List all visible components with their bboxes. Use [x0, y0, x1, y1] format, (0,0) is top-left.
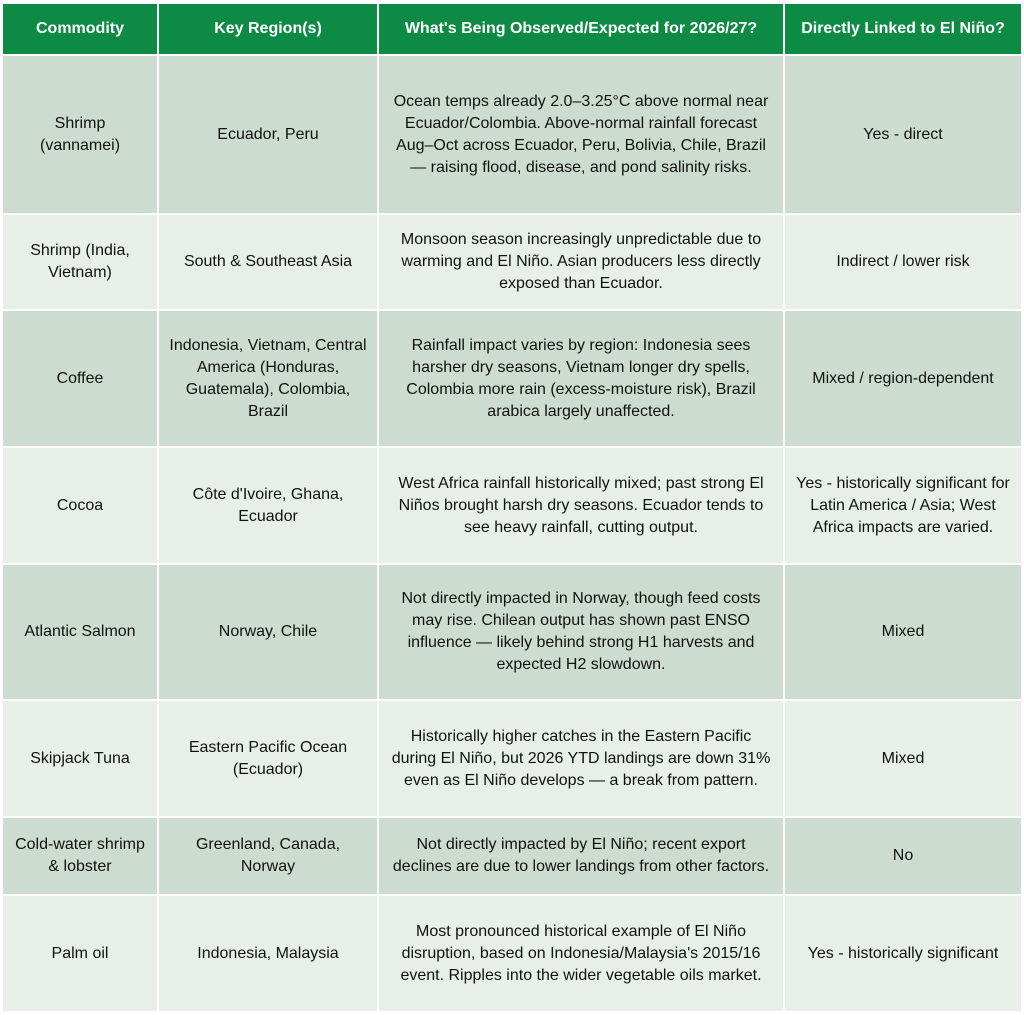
cell-linked: Yes - historically significant for Latin America / Asia; West Africa impacts are varied.: [785, 448, 1021, 563]
cell-linked: Mixed / region-dependent: [785, 311, 1021, 446]
cell-linked: No: [785, 818, 1021, 894]
cell-observed: Ocean temps already 2.0–3.25°C above normal near Ecuador/Colombia. Above-normal rainfall forecast Aug–Oct across Ecuador, Peru, Bolivia, Chile, Brazil — raising flood, disease, and pond salinity risks.: [379, 56, 783, 213]
cell-linked: Mixed: [785, 701, 1021, 816]
cell-commodity: Coffee: [3, 311, 157, 446]
cell-linked: Yes - direct: [785, 56, 1021, 213]
header-linked-to-el-nino: Directly Linked to El Niño?: [785, 4, 1021, 54]
cell-linked: Yes - historically significant: [785, 896, 1021, 1011]
cell-commodity: Shrimp (vannamei): [3, 56, 157, 213]
cell-linked: Indirect / lower risk: [785, 215, 1021, 309]
cell-observed: Monsoon season increasingly unpredictable due to warming and El Niño. Asian producers less directly exposed than Ecuador.: [379, 215, 783, 309]
table-row: [3, 701, 1021, 816]
cell-commodity: Skipjack Tuna: [3, 701, 157, 816]
cell-observed: Not directly impacted in Norway, though feed costs may rise. Chilean output has shown past ENSO influence — likely behind strong H1 harvests and expected H2 slowdown.: [379, 565, 783, 699]
cell-observed: Historically higher catches in the Eastern Pacific during El Niño, but 2026 YTD landings are down 31% even as El Niño develops — a break from pattern.: [379, 701, 783, 816]
table-row: [3, 565, 1021, 699]
cell-regions: Norway, Chile: [159, 565, 377, 699]
table-row: [3, 311, 1021, 446]
cell-commodity: Cold-water shrimp & lobster: [3, 818, 157, 894]
table-row: [3, 56, 1021, 213]
header-observed-expected: What's Being Observed/Expected for 2026/27?: [379, 4, 783, 54]
table-row: [3, 818, 1021, 894]
table-row: [3, 448, 1021, 563]
cell-regions: Greenland, Canada, Norway: [159, 818, 377, 894]
cell-regions: Ecuador, Peru: [159, 56, 377, 213]
cell-regions: Eastern Pacific Ocean (Ecuador): [159, 701, 377, 816]
cell-commodity: Palm oil: [3, 896, 157, 1011]
commodity-table-container: [1, 2, 1021, 1013]
cell-observed: Not directly impacted by El Niño; recent export declines are due to lower landings from other factors.: [379, 818, 783, 894]
cell-observed: Most pronounced historical example of El Niño disruption, based on Indonesia/Malaysia's 2015/16 event. Ripples into the wider vegetable oils market.: [379, 896, 783, 1011]
cell-commodity: Cocoa: [3, 448, 157, 563]
cell-commodity: Atlantic Salmon: [3, 565, 157, 699]
table-row: [3, 896, 1021, 1011]
header-key-regions: Key Region(s): [159, 4, 377, 54]
cell-regions: Côte d'Ivoire, Ghana, Ecuador: [159, 448, 377, 563]
cell-regions: South & Southeast Asia: [159, 215, 377, 309]
header-commodity: Commodity: [3, 4, 157, 54]
table-header-row: [3, 4, 1021, 54]
cell-observed: West Africa rainfall historically mixed; past strong El Niños brought harsh dry seasons. Ecuador tends to see heavy rainfall, cutting output.: [379, 448, 783, 563]
cell-observed: Rainfall impact varies by region: Indonesia sees harsher dry seasons, Vietnam longer dry spells, Colombia more rain (excess-moisture risk), Brazil arabica largely unaffected.: [379, 311, 783, 446]
cell-regions: Indonesia, Malaysia: [159, 896, 377, 1011]
el-nino-commodity-table: [1, 2, 1023, 1013]
cell-linked: Mixed: [785, 565, 1021, 699]
cell-commodity: Shrimp (India, Vietnam): [3, 215, 157, 309]
table-row: [3, 215, 1021, 309]
cell-regions: Indonesia, Vietnam, Central America (Honduras, Guatemala), Colombia, Brazil: [159, 311, 377, 446]
